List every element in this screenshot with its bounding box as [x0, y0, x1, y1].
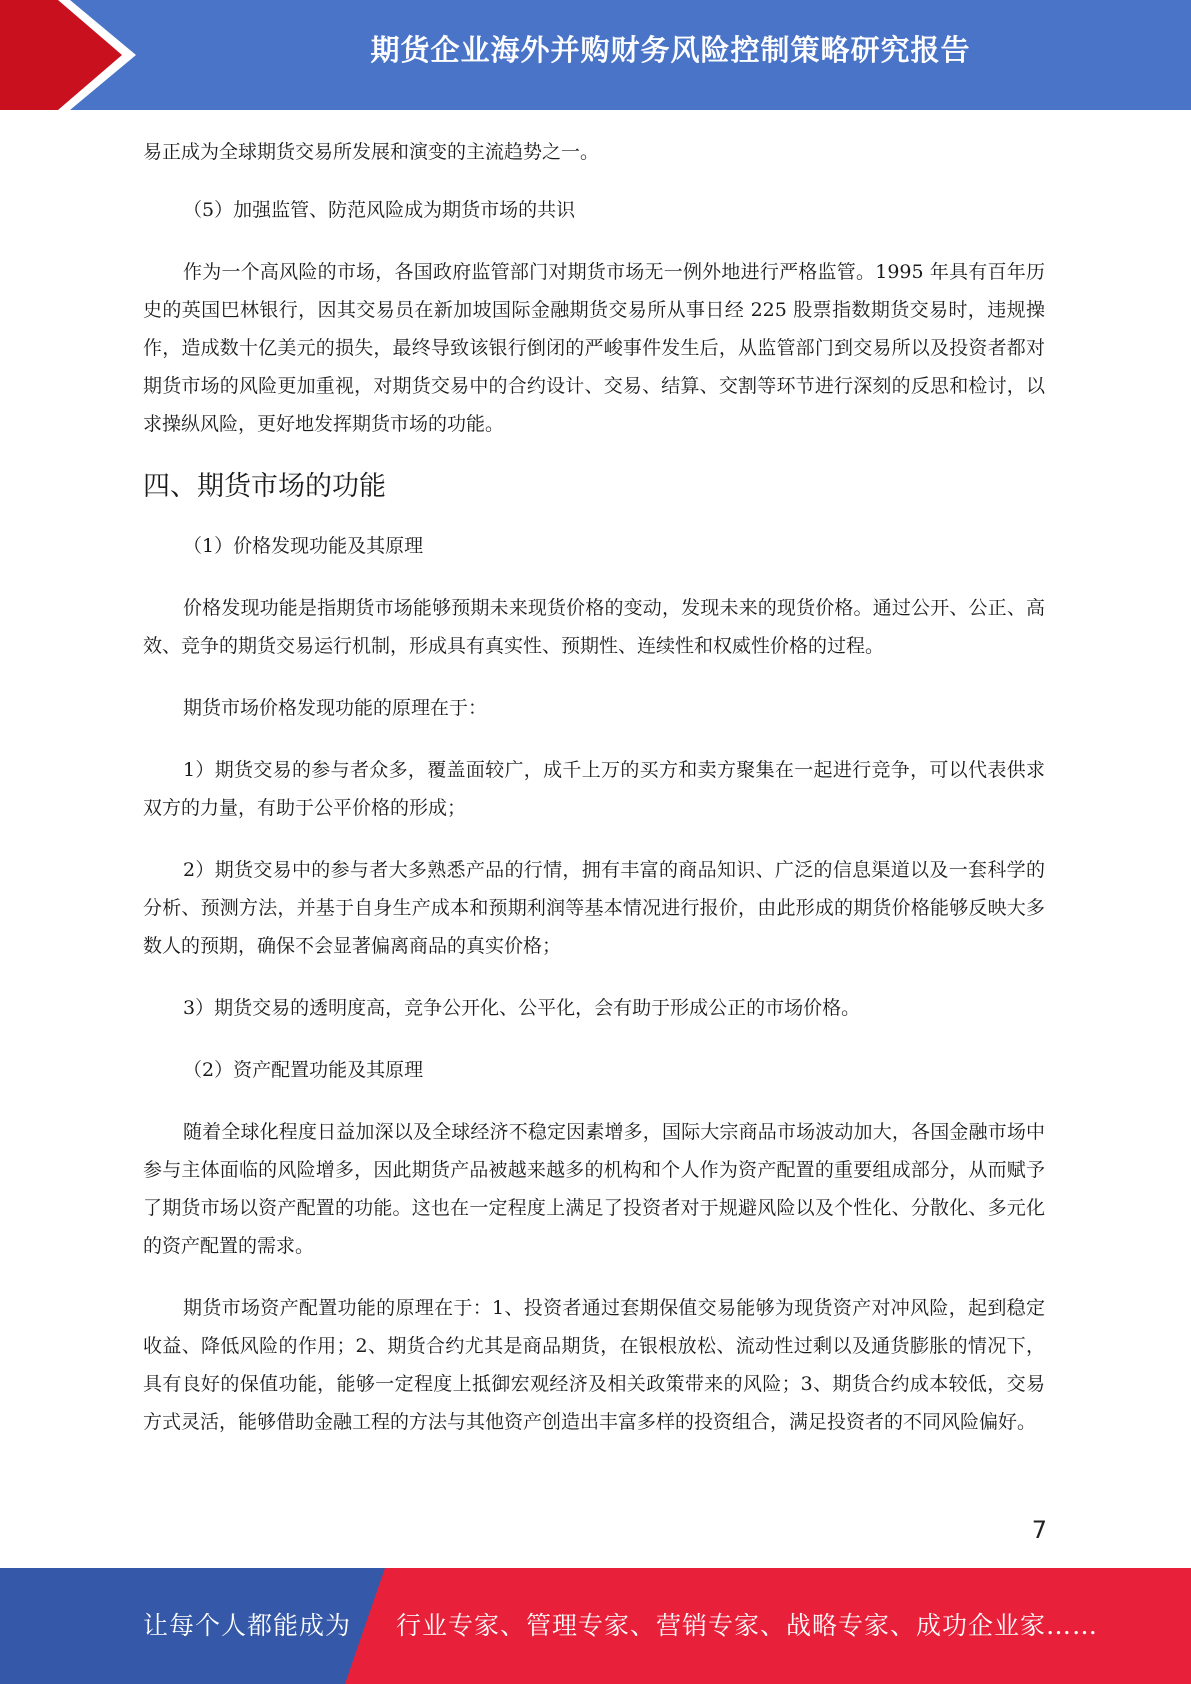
- paragraph: 3）期货交易的透明度高，竞争公开化、公平化，会有助于形成公正的市场价格。: [183, 997, 861, 1019]
- page-number: 7: [1031, 1516, 1047, 1544]
- header-chevron-decoration: [0, 0, 160, 110]
- subsection-title: （5）加强监管、防范风险成为期货市场的共识: [183, 199, 576, 221]
- footer-slogan-left: 让每个人都能成为: [143, 1611, 352, 1640]
- paragraph: 1）期货交易的参与者众多，覆盖面较广，成千上万的买方和卖方聚集在一起进行竞争，可以代表供求双方的力量，有助于公平价格的形成；: [143, 759, 1045, 819]
- footer-slogan-right: 行业专家、管理专家、营销专家、战略专家、成功企业家……: [396, 1611, 1099, 1640]
- paragraph: 期货市场资产配置功能的原理在于：1、投资者通过套期保值交易能够为现货资产对冲风险，起到稳定收益、降低风险的作用；2、期货合约尤其是商品期货，在银根放松、流动性过剩以及通货膨胀的情况下，具有良好的保值功能，能够一定程度上抵御宏观经济及相关政策带来的风险；3、期货合约成本较低，交易方式灵活，能够借助金融工程的方法与其他资产创造出丰富多样的投资组合，满足投资者的不同风险偏好。: [143, 1297, 1045, 1433]
- paragraph: 期货市场价格发现功能的原理在于：: [183, 697, 488, 719]
- subsection-title: （1）价格发现功能及其原理: [183, 535, 424, 557]
- paragraph: 2）期货交易中的参与者大多熟悉产品的行情，拥有丰富的商品知识、广泛的信息渠道以及一套科学的分析、预测方法，并基于自身生产成本和预期利润等基本情况进行报价，由此形成的期货价格能够反映大多数人的预期，确保不会显著偏离商品的真实价格；: [143, 859, 1045, 957]
- paragraph: 作为一个高风险的市场，各国政府监管部门对期货市场无一例外地进行严格监管。1995 年具有百年历史的英国巴林银行，因其交易员在新加坡国际金融期货交易所从事日经 225 股票指数期货交易时，违规操作，造成数十亿美元的损失，最终导致该银行倒闭的严峻事件发生后，从监管部门到交易所以及投资者都对期货市场的风险更加重视，对期货交易中的合约设计、交易、结算、交割等环节进行深刻的反思和检讨，以求操纵风险，更好地发挥期货市场的功能。: [143, 261, 1045, 435]
- header-band: [0, 0, 1191, 110]
- subsection-title: （2）资产配置功能及其原理: [183, 1059, 424, 1081]
- paragraph: 随着全球化程度日益加深以及全球经济不稳定因素增多，国际大宗商品市场波动加大，各国金融市场中参与主体面临的风险增多，因此期货产品被越来越多的机构和个人作为资产配置的重要组成部分，从而赋予了期货市场以资产配置的功能。这也在一定程度上满足了投资者对于规避风险以及个性化、分散化、多元化的资产配置的需求。: [143, 1121, 1045, 1257]
- document-title: 期货企业海外并购财务风险控制策略研究报告: [370, 33, 971, 67]
- body-content: [143, 133, 1045, 1465]
- footer-band: [0, 1568, 1191, 1684]
- section-heading: 四、期货市场的功能: [143, 471, 386, 502]
- paragraph: 价格发现功能是指期货市场能够预期未来现货价格的变动，发现未来的现货价格。通过公开、公正、高效、竞争的期货交易运行机制，形成具有真实性、预期性、连续性和权威性价格的过程。: [143, 597, 1045, 657]
- paragraph: 易正成为全球期货交易所发展和演变的主流趋势之一。: [143, 141, 600, 163]
